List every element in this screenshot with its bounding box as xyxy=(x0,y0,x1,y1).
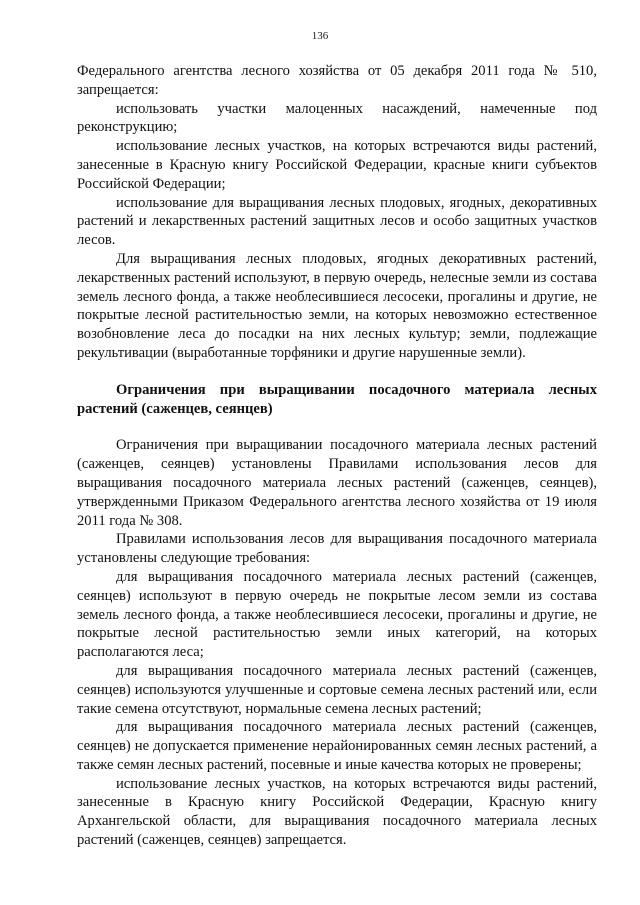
list-item: использовать участки малоценных насаждений, намеченные под реконструкцию; xyxy=(77,100,597,136)
paragraph: Ограничения при выращивании посадочного материала лесных растений (саженцев, сеянцев) установлены Правилами использования лесов для выращивания посадочного материала лесных растений (саженцев, сеянцев), утвержденными Приказом Федерального агентства лесного хозяйства от 19 июля 2011 года № 308. xyxy=(77,437,597,529)
page-number: 136 xyxy=(311,30,329,42)
paragraph: Правилами использования лесов для выращивания посадочного материала установлены следующие требования: xyxy=(77,531,597,567)
section-heading: Ограничения при выращивании посадочного материала лесных растений (саженцев, сеянцев) xyxy=(77,381,597,417)
paragraph-continuation: Федерального агентства лесного хозяйства от 05 декабря 2011 года № 510, запрещается: xyxy=(77,63,597,98)
list-item: использование лесных участков, на которых встречаются виды растений, занесенные в Красную книгу Российской Федерации, красные книги субъектов Российской Федерации; xyxy=(77,138,597,192)
list-item: использование для выращивания лесных плодовых, ягодных, декоративных растений и лекарственных растений защитных лесов и особо защитных участков лесов. xyxy=(77,194,597,249)
paragraph: Для выращивания лесных плодовых, ягодных декоративных растений, лекарственных растений используют, в первую очередь, нелесные земли из состава земель лесного фонда, а также необлесившиеся лесосеки, прогалины и другие, не покрытые лесной растительностью земли, на которых невозможно естественное возобновление леса до посадки на них лесных культур; земли, подлежащие рекультивации (выработанные торфяники и другие нарушенные земли). xyxy=(77,250,597,361)
document-body xyxy=(77,62,597,850)
list-item: использование лесных участков, на которых встречаются виды растений, занесенные в Красную книгу Российской Федерации, Красную книгу Архангельской области, для выращивания посадочного материала лесных растений (саженцев, сеянцев) запрещается. xyxy=(77,775,597,849)
list-item: для выращивания посадочного материала лесных растений (саженцев, сеянцев) используют в первую очередь не покрытые лесом земли из состава земель лесного фонда, а также необлесившиеся лесосеки, прогалины и другие, не покрытые лесной растительностью земли иных категорий, на которых располагаются леса; xyxy=(77,568,597,661)
list-item: для выращивания посадочного материала лесных растений (саженцев, сеянцев) не допускается применение нерайонированных семян лесных растений, а также семян лесных растений, посевные и иные качества которых не проверены; xyxy=(77,719,597,773)
list-item: для выращивания посадочного материала лесных растений (саженцев, сеянцев) используются улучшенные и сортовые семена лесных растений или, если такие семена отсутствуют, нормальные семена лесных растений; xyxy=(77,662,597,717)
